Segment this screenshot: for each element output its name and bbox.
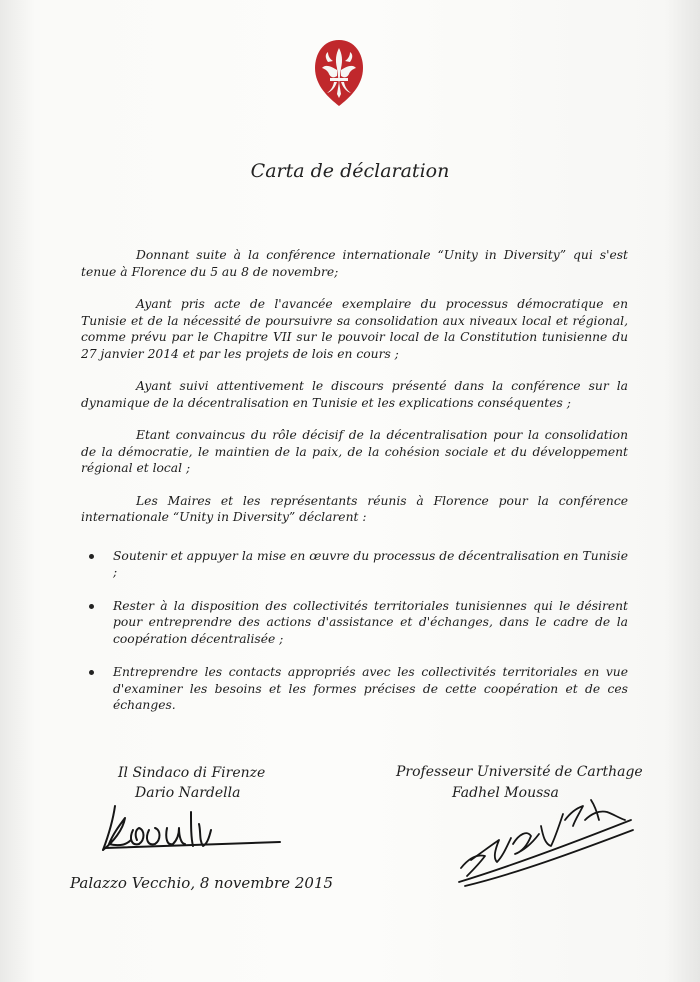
right-handwritten-signature [455,790,635,890]
paragraph-1: Donnant suite à la conférence internationale “Unity in Diversity” qui s'est tenue à Florence du 5 au 8 de novembre; [81,248,628,279]
left-signatory-role: Il Sindaco di Firenze [118,765,266,781]
bullet-icon [89,604,94,609]
paragraph-2: Ayant pris acte de l'avancée exemplaire du processus démocratique en Tunisie et de la nécessité de poursuivre sa consolidation aux niveaux local et régional, comme prévu par le Chapitre VII sur le pouvoir local de la Constitution tunisienne du 27 janvier 2014 et par les projets de lois en cours ; [81,297,628,361]
right-signatory-role: Professeur Université de Carthage [396,764,643,780]
list-item: Rester à la disposition des collectivités territoriales tunisiennes qui le désirent pour entreprendre des actions d'assistance et d'échanges, dans le cadre de la coopération décentralisée ; [81,598,628,648]
list-item: Entreprendre les contacts appropriés avec les collectivités territoriales en vue d'examiner les besoins et les formes précises de cette coopération et de ces échanges. [81,664,628,714]
left-signatory-name: Dario Nardella [135,785,241,801]
document-title: Carta de déclaration [250,160,450,182]
list-item: Soutenir et appuyer la mise en œuvre du processus de décentralisation en Tunisie ; [81,548,628,581]
declaration-body [81,247,628,731]
bullet-icon [89,554,94,559]
right-signatory-name: Fadhel Moussa [452,785,559,801]
bullet-icon [89,670,94,675]
declaration-list [81,548,628,714]
place-and-date: Palazzo Vecchio, 8 novembre 2015 [70,874,334,892]
left-handwritten-signature [95,800,295,865]
florence-lily-emblem-icon [313,38,365,108]
paragraph-5: Les Maires et les représentants réunis à Florence pour la conférence internationale “Unity in Diversity” déclarent : [81,493,628,524]
paragraph-4: Etant convaincus du rôle décisif de la décentralisation pour la consolidation de la démocratie, le maintien de la paix, de la cohésion sociale et du développement régional et local ; [81,428,628,475]
paragraph-3: Ayant suivi attentivement le discours présenté dans la conférence sur la dynamique de la décentralisation en Tunisie et les explications conséquentes ; [81,379,628,410]
